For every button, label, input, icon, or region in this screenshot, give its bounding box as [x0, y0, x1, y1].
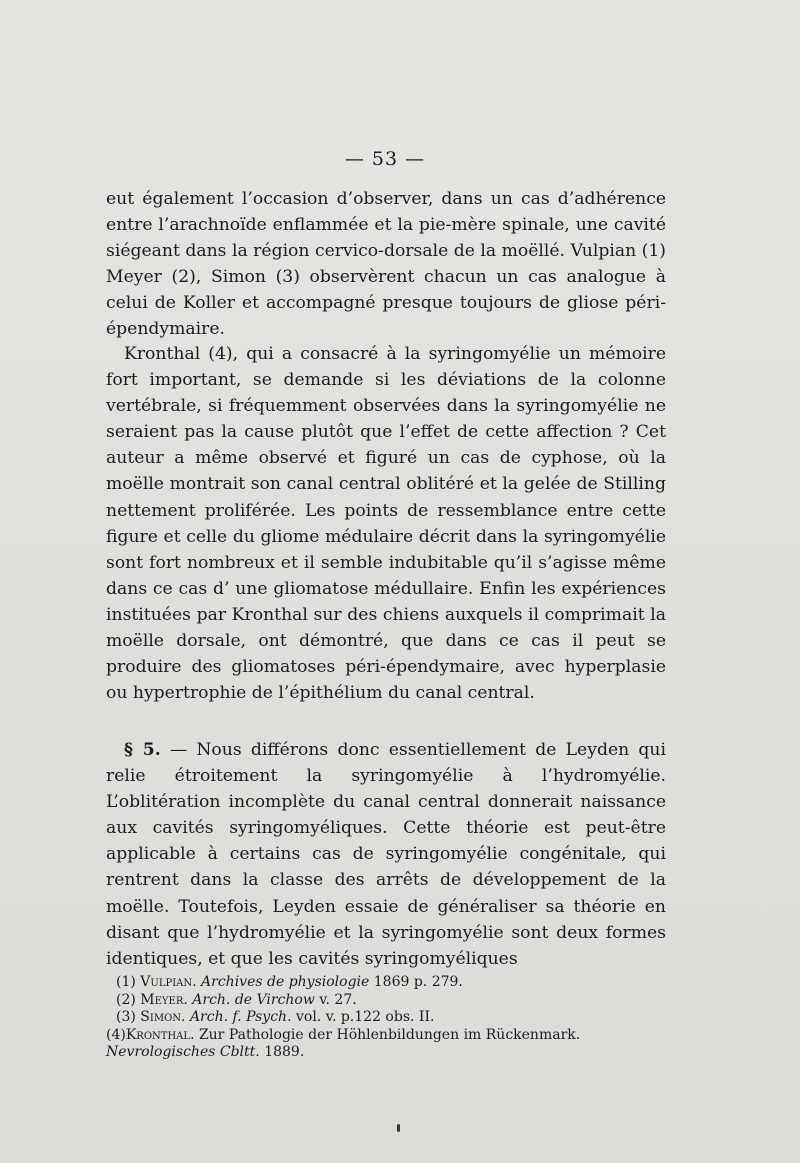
footnote-title: Nevrologisches Cbltt.: [106, 1044, 260, 1060]
footnote-author: Meyer.: [140, 991, 188, 1008]
paragraph-3-body: — Nous différons donc essentiellement de Leyden qui relie étroitement la syringomyélie à l’hydromyélie. L’oblitération incomplète du canal central donnerait naissance aux cavités syringomyéliques. Cette théorie est peut-être applicable à certains cas de syringomyélie congénitale, qui rentrent dans la classe des arrêts de développement de la moëlle. Toutefois, Leyden essaie de généraliser sa théorie en disant que l’hydromyélie et la syringomyélie sont deux formes identiques, et que les cavités syringomyéliques: [106, 740, 666, 969]
footnote-title: Arch. de Virchow: [192, 991, 315, 1008]
paragraph-1-text: eut également l’occasion d’observer, dans un cas d’adhérence entre l’arachnoïde enflammée et la pie-mère spinale, une cavité siégeant dans la région cervico-dorsale de la moëllé. Vulpian (1) Meyer (2), Simon (3) observèrent chacun un cas analogue à celui de Koller et accompagné presque toujours de gliose péri-épendymaire.: [106, 189, 666, 340]
footnote-3: [106, 1009, 666, 1027]
footnote-marker: (3): [116, 1009, 136, 1025]
footnote-4: [106, 1027, 666, 1062]
footnote-title: Arch. f. Psych.: [189, 1009, 292, 1025]
paragraph-1: [106, 186, 666, 343]
footnote-1: [106, 974, 666, 992]
footnote-2: [106, 992, 666, 1010]
paragraph-2-text: Kronthal (4), qui a consacré à la syringomyélie un mémoire fort important, se demande si les déviations de la colonne vertébrale, si fréquemment observées dans la syringomyélie ne seraient pas la cause plutôt que l’effet de cette affection ? Cet auteur a même observé et figuré un cas de cyphose, où la moëlle montrait son canal central oblitéré et la gelée de Stilling nettement proliférée. Les points de ressemblance entre cette figure et celle du gliome médulaire décrit dans la syringomyélie sont fort nombreux et il semble indubitable qu’il s’agisse même dans ce cas d’ une gliomatose médullaire. Enfin les expériences instituées par Kronthal sur des chiens auxquels il comprimait la moëlle dorsale, ont démontré, que dans ce cas il peut se produire des gliomatoses péri-épendymaire, avec hyperplasie ou hypertrophie de l’épithélium du canal central.: [106, 344, 666, 704]
footnote-rest: 1889.: [264, 1044, 305, 1060]
footnote-rest: v. 27.: [319, 991, 357, 1008]
footnote-marker: (4): [106, 1026, 126, 1043]
section-number: § 5.: [124, 740, 161, 760]
footnote-rest: vol. v. p.122 obs. II.: [295, 1009, 435, 1025]
footnote-author: Vulpian.: [140, 974, 197, 990]
footnote-author: Simon.: [140, 1009, 186, 1025]
footnote-marker: (1): [116, 974, 136, 990]
footnote-author: Kronthal.: [125, 1026, 195, 1043]
footnote-marker: (2): [116, 991, 136, 1008]
footnote-rest: 1869 p. 279.: [373, 974, 463, 990]
footnotes: [106, 974, 666, 1062]
ink-speck: [397, 1124, 400, 1132]
paragraph-2: [106, 341, 666, 706]
paragraph-3: [106, 737, 666, 972]
paragraph-3-text: [106, 737, 666, 972]
footnote-title: Archives de physiologie: [201, 974, 370, 990]
page-number: — 53 —: [344, 148, 426, 170]
footnote-text: Zur Pathologie der Höhlenbildungen im Rückenmark.: [198, 1026, 581, 1043]
